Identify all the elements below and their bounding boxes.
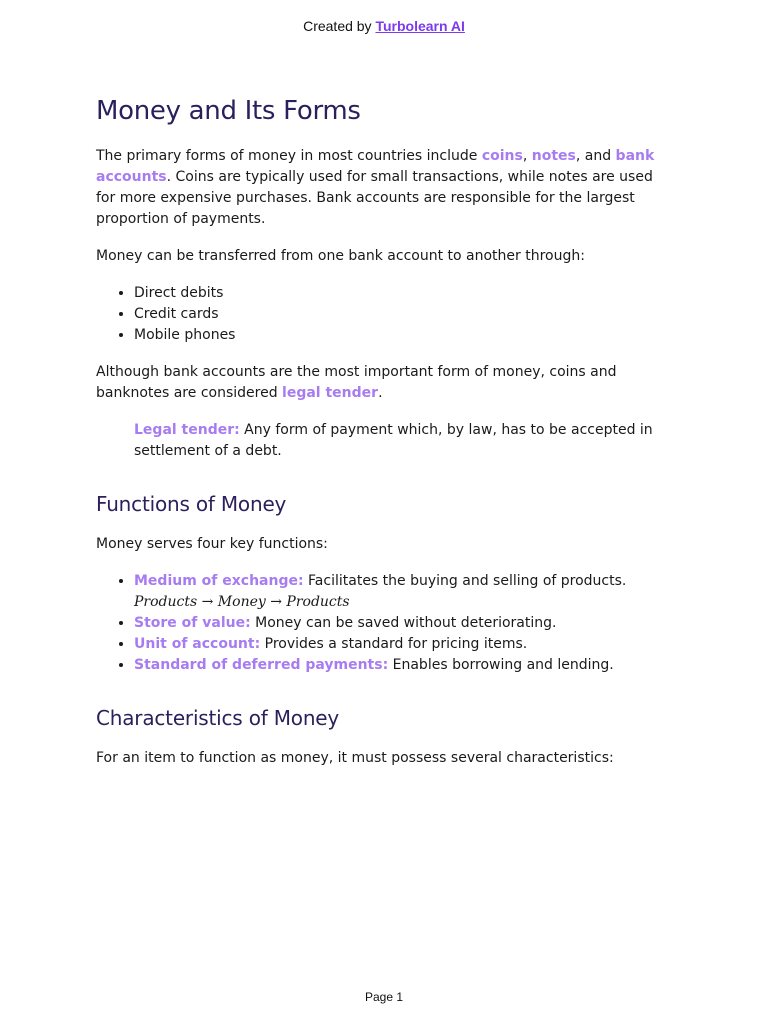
list-item: • Credit cards — [134, 304, 676, 325]
functions-list — [96, 571, 676, 676]
transfer-paragraph: Money can be transferred from one bank account to another through: — [96, 248, 585, 264]
legal-tender-paragraph: Although bank accounts are the most important form of money, coins and banknotes are considered legal tender. — [96, 364, 617, 401]
document-body — [96, 96, 676, 785]
function-term: Medium of exchange: — [134, 573, 304, 589]
definition-text: Any form of payment which, by law, has to be accepted in settlement of a debt. — [134, 422, 653, 459]
characteristics-heading: Characteristics of Money — [96, 706, 340, 730]
characteristics-intro: For an item to function as money, it must possess several characteristics: — [96, 750, 614, 766]
page-number: Page 1 — [364, 990, 404, 1004]
term-notes: notes — [531, 148, 576, 164]
list-item — [134, 571, 676, 613]
page-header — [0, 18, 768, 34]
term-bank-accounts: bank accounts — [96, 148, 655, 185]
functions-heading: Functions of Money — [96, 492, 287, 516]
function-text: Provides a standard for pricing items. — [260, 636, 528, 652]
function-term: Standard of deferred payments: — [134, 657, 389, 673]
definition-term: Legal tender: — [134, 422, 240, 438]
transfer-methods-list — [96, 283, 676, 346]
function-text: Facilitates the buying and selling of products. — [303, 573, 627, 589]
list-item — [134, 634, 676, 655]
function-text: Money can be saved without deteriorating. — [250, 615, 557, 631]
turbolearn-link[interactable]: Turbolearn AI — [375, 18, 465, 34]
function-text: Enables borrowing and lending. — [388, 657, 614, 673]
page-title: Money and Its Forms — [96, 96, 361, 126]
function-term: Store of value: — [134, 615, 251, 631]
forms-intro-paragraph: The primary forms of money in most countries include coins, notes, and bank accounts. Coins are typically used for small transactions, while notes are used for more expensive purchases. Bank accounts are responsible for the largest proportion of payments. — [96, 148, 655, 227]
term-coins: coins — [481, 148, 523, 164]
functions-intro: Money serves four key functions: — [96, 536, 328, 552]
list-item: • Mobile phones — [134, 325, 676, 346]
list-item — [134, 655, 676, 676]
term-legal-tender: legal tender — [282, 385, 379, 401]
exchange-formula: Products → Money → Products — [134, 594, 350, 610]
legal-tender-definition — [134, 420, 676, 462]
created-by-label: Created by — [303, 18, 372, 34]
list-item — [134, 613, 676, 634]
list-item: • Direct debits — [134, 283, 676, 304]
function-term: Unit of account: — [134, 636, 261, 652]
